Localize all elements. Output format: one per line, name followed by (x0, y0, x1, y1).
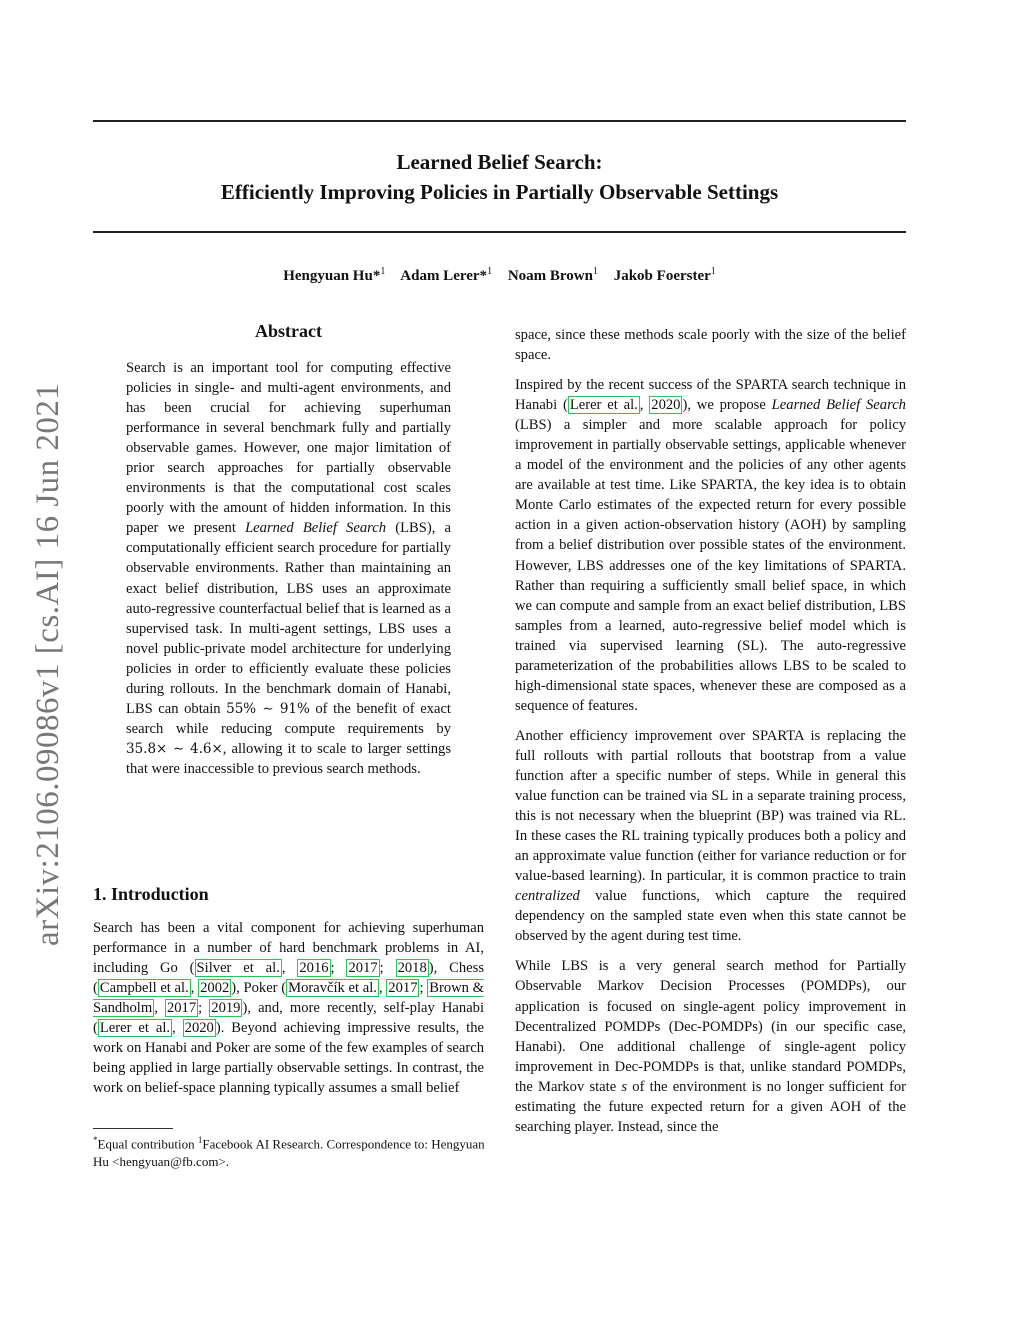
emphasis: centralized (515, 888, 580, 905)
citation-link[interactable]: Silver et al. (196, 960, 280, 977)
math-expression: 35.8× ∼ 4.6× (126, 740, 223, 757)
author-affiliation: 1 (592, 266, 598, 277)
footnote: *Equal contribution $^1$Facebook AI Research. Correspondence to: Hengyuan Hu <hengyuan@fb.com>. (93, 1135, 485, 1170)
author-affiliation: 1 (380, 266, 386, 277)
citation-link[interactable]: 2019 (211, 1000, 241, 1017)
arxiv-identifier: arXiv:2106.09086v1 [cs.AI] 16 Jun 2021 (30, 382, 66, 946)
right-column-body (515, 325, 906, 1147)
citation-link[interactable]: Campbell et al. (99, 980, 189, 997)
paragraph: While LBS is a very general search method for Partially Observable Markov Decision Processes (POMDPs), our application is focused on single-agent policy improvement in Decentralized POMDPs (Dec-POMDPs) (in our specific case, Hanabi). One additional challenge of single-agent policy improvement in Dec-POMDPs is that, unlike standard POMDPs, the Markov state s of the environment is no longer sufficient for estimating the future expected return for a given AOH of the searching player. Instead, since the (515, 958, 906, 1135)
introduction-body: Search has been a vital component for achieving superhuman performance in a number of hard benchmark problems in AI, including Go ( Silver et al. , 2016 ; 2017 ; 2018 ), Chess ( Campbell et al. , 2002 ), Poker ( Moravčík et al. , 2017 ; Brown & Sandholm , 2017 ; 2019 ), and, more recently, self-play Hanabi ( Lerer et al. , 2020 ). Beyond achieving impressive results, the work on Hanabi and Poker are some of the few examples of search being applied in large partially observable settings. In contrast, the work on belief-space planning typically assumes a small belief (93, 920, 485, 1097)
author-affiliation: 1 (710, 266, 716, 277)
author-affiliation: 1 (487, 266, 493, 277)
citation-link[interactable]: 2020 (651, 397, 681, 414)
author-list (93, 266, 906, 285)
citation-link[interactable]: Brown & Sandholm (93, 980, 485, 1017)
paper-title-line-1: Learned Belief Search: (396, 150, 603, 174)
citation-link[interactable]: 2018 (397, 960, 427, 977)
emphasis: Learned Belief Search (771, 397, 906, 414)
citation-link[interactable]: 2020 (184, 1020, 214, 1037)
citation-link[interactable]: 2017 (166, 1000, 197, 1017)
citation-link[interactable]: 2002 (200, 980, 230, 997)
paragraph: space, since these methods scale poorly with the size of the belief space. (515, 327, 906, 364)
paragraph: Another efficiency improvement over SPARTA is replacing the full rollouts with partial rollouts that bootstrap from a value function after a specific number of steps. While in general this value function can be trained via SL in a separate training process, this is not necessary when the blueprint (BP) was trained via RL. In these cases the RL training typically produces both a policy and an approximate value function (either for variance reduction or for value-based learning). In particular, it is common practice to train centralized value functions, which capture the required dependency on the sampled state even when this state cannot be observed by the agent during test time. (515, 727, 906, 945)
author-name: Adam Lerer* (400, 268, 488, 284)
bottom-rule (93, 231, 906, 233)
math-variable: s (621, 1078, 628, 1095)
citation-link[interactable]: 2017 (348, 960, 378, 977)
citation-link[interactable]: Moravčík et al. (288, 980, 377, 997)
emphasis: Learned Belief Search (245, 520, 387, 537)
citation-link[interactable]: Lerer et al. (569, 397, 638, 414)
paper-title-line-2: Efficiently Improving Policies in Partially Observable Settings (220, 180, 779, 204)
citation-link[interactable]: 2016 (299, 960, 329, 977)
abstract-heading: Abstract (255, 321, 322, 341)
paragraph: Inspired by the recent success of the SPARTA search technique in Hanabi ( Lerer et al. , 2020 ), we propose Learned Belief Search (LBS) a simpler and more scalable approach for policy improvement in partially observable settings, applicable whenever a model of the environment and the policies of any other agents are available at test time. Like SPARTA, the key idea is to obtain Monte Carlo estimates of the expected return for every possible action in a given action-observation history (AOH) by sampling from a belief distribution over possible states of the environment. However, LBS addresses one of the key limitations of SPARTA. Rather than requiring a sufficiently small belief space, in which we can compute and sample from an exact belief distribution, LBS samples from a learned, auto-regressive belief model which is trained via supervised learning (SL). The auto-regressive parameterization of the probabilities allows LBS to be scaled to high-dimensional state spaces, whenever these are composed as a sequence of features. (515, 377, 906, 714)
footnote-rule (93, 1128, 173, 1129)
author-name: Hengyuan Hu* (283, 268, 381, 284)
section-heading-introduction: 1. Introduction (93, 884, 209, 904)
citation-link[interactable]: 2017 (388, 980, 418, 997)
abstract-body: Search is an important tool for computing effective policies in single- and multi-agent environments, and has been crucial for achieving superhuman performance in several benchmark fully and partially observable games. However, one major limitation of prior search approaches for partially observable environments is that the computational cost scales poorly with the amount of hidden information. In this paper we present Learned Belief Search (LBS), a computationally efficient search procedure for partially observable environments. Rather than maintaining an exact belief distribution, LBS uses an approximate auto-regressive counterfactual belief that is learned as a supervised task. In multi-agent settings, LBS uses a novel public-private model architecture for underlying policies in order to efficiently evaluate these policies during rollouts. In the benchmark domain of Hanabi, LBS can obtain 55% ∼ 91% of the benefit of exact search while reducing compute requirements by 35.8× ∼ 4.6×, allowing it to scale to larger settings that were inaccessible to previous search methods. (126, 360, 452, 777)
author-name: Noam Brown (507, 268, 593, 284)
top-rule (93, 120, 906, 122)
math-expression: 55% ∼ 91% (226, 700, 310, 717)
citation-link[interactable]: Lerer et al. (99, 1020, 171, 1037)
author-name: Jakob Foerster (613, 268, 711, 284)
